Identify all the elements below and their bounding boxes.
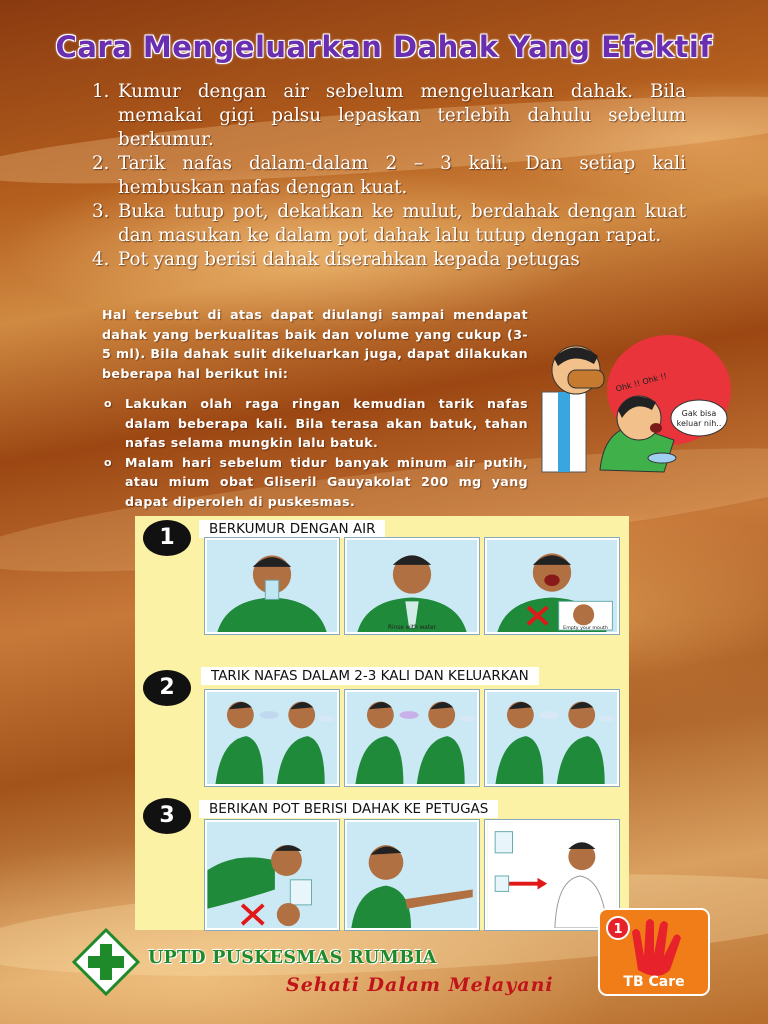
step-number: 1. (92, 81, 110, 102)
tagline: Sehati Dalam Melayani (286, 974, 554, 996)
cough-into-pot-illustration (207, 822, 337, 928)
tip-text: Lakukan olah raga ringan kemudian tarik nafas dalam beberapa kali. Bila terasa akan batuk, tahan nafas selama mungkin lalu batuk. (125, 396, 528, 450)
step-item (92, 152, 686, 200)
step-badge: 2 (143, 670, 191, 706)
tips-list (102, 394, 528, 511)
illustration-frame (485, 538, 619, 634)
illustration-frame (205, 690, 339, 786)
instruction-panel (135, 516, 629, 930)
step-item (92, 80, 686, 152)
illustration-frame (345, 538, 479, 634)
step-item (92, 248, 686, 272)
step-label: TARIK NAFAS DALAM 2-3 KALI DAN KELUARKAN (201, 667, 539, 685)
step-label: BERIKAN POT BERISI DAHAK KE PETUGAS (199, 800, 498, 818)
info-paragraph: Hal tersebut di atas dapat diulangi sampai mendapat dahak yang berkualitas baik dan volume yang cukup (3-5 ml). Bila dahak sulit dikeluarkan juga, dapat dilakukan beberapa hal berikut ini: (102, 307, 528, 381)
step-text: Tarik nafas dalam-dalam 2 – 3 kali. Dan setiap kali hembuskan nafas dengan kuat. (118, 153, 686, 198)
step-text: Buka tutup pot, dekatkan ke mulut, berdahak dengan kuat dan masukan ke dalam pot dahak lalu tutup dengan rapat. (118, 201, 686, 246)
empty-mouth-illustration (487, 540, 617, 632)
bullet-marker: o (104, 455, 112, 469)
puskesmas-logo (72, 928, 140, 996)
frame-caption: Empty your mouth (563, 626, 608, 632)
tip-text: Malam hari sebelum tidur banyak minum air putih, atau mium obat Gliseril Gauyakolat 200 mg yang dapat diperoleh di puskesmas. (125, 454, 528, 509)
cough-sound: Ohk !! Ohk !! (614, 371, 668, 394)
puskesmas-emblem-icon (72, 928, 140, 996)
steps-list (92, 80, 686, 272)
illustration-frame (205, 820, 339, 930)
step-text: Pot yang berisi dahak diserahkan kepada petugas (118, 249, 580, 270)
coughing-cartoon (534, 330, 734, 475)
step-number: 4. (92, 249, 110, 270)
step-label: BERKUMUR DENGAN AIR (199, 520, 385, 538)
illustration-frame (345, 820, 479, 930)
step-number: 2. (92, 153, 110, 174)
step-number: 3. (92, 201, 110, 222)
tb-badge-number: 1 (613, 922, 623, 937)
tip-item (102, 453, 528, 512)
step-item (92, 200, 686, 248)
tb-care-text: TB Care (623, 974, 685, 990)
step-badge: 1 (143, 520, 191, 556)
step-text: Kumur dengan air sebelum mengeluarkan dahak. Bila memakai gigi palsu lepaskan terlebih dahulu sebelum berkumur. (118, 81, 686, 150)
illustration-frame (345, 690, 479, 786)
spit-illustration (347, 540, 477, 632)
illustration-frame (485, 690, 619, 786)
tip-item (102, 394, 528, 453)
speech-line: keluar nih.. (676, 419, 722, 428)
bullet-marker: o (104, 397, 112, 410)
exhale-illustration (487, 692, 617, 784)
page-title: Cara Mengeluarkan Dahak Yang Efektif (55, 30, 713, 64)
speech-line: Gak bisa (681, 409, 717, 418)
gargle-illustration (207, 540, 337, 632)
tb-care-logo (598, 908, 710, 996)
inhale-illustration (207, 692, 337, 784)
org-name: UPTD PUSKESMAS RUMBIA (148, 948, 437, 968)
frame-caption: Rinse with water (387, 625, 437, 632)
step-badge: 3 (143, 798, 191, 834)
hand-over-pot-illustration (347, 822, 477, 928)
inhale-illustration (347, 692, 477, 784)
illustration-frame (205, 538, 339, 634)
cartoon-illustration (534, 330, 734, 475)
